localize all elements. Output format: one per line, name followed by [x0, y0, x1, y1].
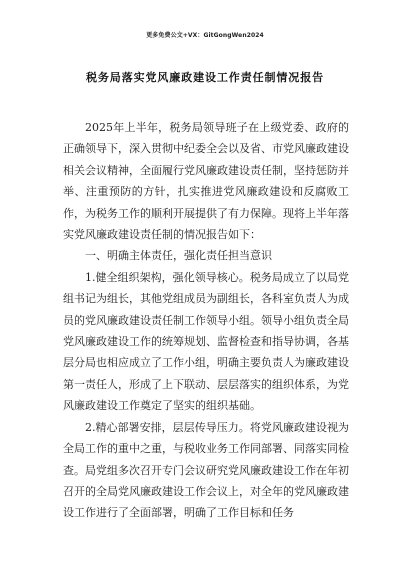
section-heading-1: 一、明确主体责任，强化责任担当意识	[85, 249, 272, 263]
paragraph-item-2: 2.精心部署安排，层层传导压力。将党风廉政建设视为全局工作的重中之重，与税收业务工作同部署、同落实同检查。局党组多次召开专门会议研究党风廉政建设工作在年初召开的全局党风廉政建设工作会议上，对全年的党风廉政建设工作进行了全面部署，明确了工作目标和任务	[63, 420, 349, 520]
paragraph-item-1: 1.健全组织架构，强化领导核心。税务局成立了以局党组书记为组长，其他党组成员为副组长，各科室负责人为成员的党风廉政建设责任制工作领导小组。领导小组负责全局党风廉政建设工作的统筹规划、监督检查和指导协调，各基层分局也相应成立了工作小组，明确主要负责人为廉政建设第一责任人，形成了上下联动、层层落实的组织体系，为党风廉政建设工作奠定了坚实的组织基础。	[63, 270, 349, 413]
paragraph-intro: 2025年上半年，税务局领导班子在上级党委、政府的正确领导下，深入贯彻中纪委全会以及省、市党风廉政建设相关会议精神，全面履行党风廉政建设责任制，坚持惩防并举、注重预防的方针，扎实推进党风廉政建设和反腐败工作，为税务工作的顺利开展提供了有力保障。现将上半年落实党风廉政建设责任制的情况报告如下：	[63, 121, 349, 242]
document-title: 税务局落实党风廉政建设工作责任制情况报告	[86, 71, 324, 84]
document-body	[63, 117, 349, 524]
header-note: 更多免费公文+VX：GitGongWen2024	[146, 32, 264, 39]
